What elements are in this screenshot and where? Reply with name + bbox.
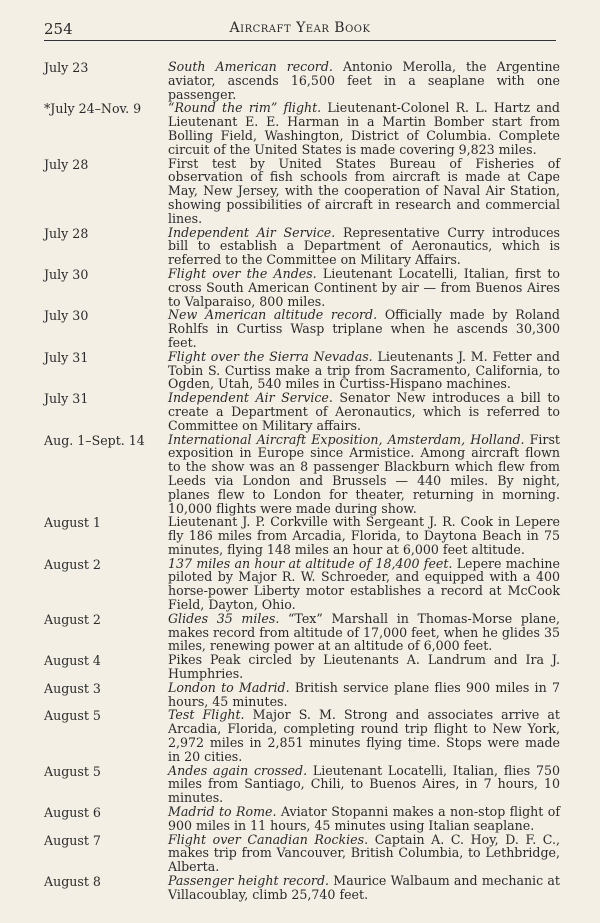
entry-title: Independent Air Service. [168,224,336,240]
entry-text: Lieutenant Locatelli, Italian, first to cross South American Continent by air — from Buenos Aires to Valparaiso, 800 miles. [168,265,560,309]
entry-text: Maurice Walbaum and mechanic at Villacoublay, climb 25,740 feet. [168,873,560,902]
entry-body [168,157,560,226]
entry-text: Senator New introduces a bill to create a Department of Aeronautics, which is referred to Committee on Military affairs. [168,390,560,433]
chronology-entry [44,805,560,833]
chronology-entry [44,267,560,308]
entry-title: South American record. [168,59,333,74]
entry-date: August 8 [44,874,101,890]
chronology-entry [44,60,560,101]
entry-body [168,101,560,156]
entry-body [168,805,560,833]
chronology-entry [44,612,560,653]
entry-body [168,308,560,349]
chronology-entry [44,874,560,902]
entry-body [168,874,560,902]
entry-body [168,226,560,267]
entry-title: Flight over the Sierra Nevadas. [168,348,373,364]
entry-date: July 31 [44,391,89,407]
entry-body [168,557,560,612]
running-title: Aircraft Year Book [229,20,371,36]
entry-text: British service plane flies 900 miles in 7 hours, 45 minutes. [168,679,560,709]
chronology-entry [44,764,560,805]
entry-title: Independent Air Service. [168,390,333,406]
chronology-entry [44,391,560,432]
entry-title: International Aircraft Exposition, Amsterdam, Holland. [168,431,525,447]
entry-text: First exposition in Europe since Armistice. Among aircraft flown to the show was an 8 passenger Blackburn which flew from Leeds via London and Brussels — 440 miles. By night, planes flew to London for theater, returning in morning. 10,000 flights were made during show. [168,431,560,516]
entry-title: Passenger height record. [168,873,330,889]
page-number: 254 [44,20,73,38]
chronology-entry [44,350,560,391]
entry-text: Major S. M. Strong and associates arrive at Arcadia, Florida, completing round trip flight to New York, 2,972 miles in 2,851 minutes flying time. Stops were made in 20 cities. [168,707,560,764]
chronology-entry [44,515,560,556]
entry-body [168,515,560,556]
chronology-entry [44,226,560,267]
entry-text: Lieutenant Locatelli, Italian, flies 750 miles from Santiago, Chili, to Buenos Aires, in 7 hours, 10 minutes. [168,762,560,806]
chronology-entry [44,681,560,709]
entry-body [168,833,560,874]
entry-date: August 4 [44,653,101,669]
chronology-entry [44,308,560,349]
entry-date: August 5 [44,763,101,779]
entry-text: Representative Curry introduces bill to establish a Department of Aeronautics, which is referred to the Committee on Military Affairs. [168,224,560,268]
entry-date: August 3 [44,680,101,696]
entry-body [168,267,560,308]
chronology-entry [44,653,560,681]
page-header [44,18,556,41]
entry-title: New American altitude record. [168,307,378,323]
entry-text: Captain A. C. Hoy, D. F. C., makes trip from Vancouver, British Columbia, to Lethbridge, Alberta. [168,831,561,875]
entry-date: August 5 [44,708,101,724]
entry-title: Flight over Canadian Rockies. [168,831,369,847]
chronology-entry [44,433,560,516]
entry-body [168,653,560,681]
entry-date: July 30 [44,266,89,282]
chronology-entry [44,157,560,226]
entry-body [168,60,560,101]
entry-body [168,708,560,763]
chronology-entry [44,557,560,612]
entry-date: July 28 [44,156,89,172]
entry-body [168,433,560,516]
entry-date: Aug. 1–Sept. 14 [44,432,145,448]
entry-title: Test Flight. [168,707,245,723]
entry-date: *July 24–Nov. 9 [44,101,142,117]
entry-title: 137 miles an hour at altitude of 18,400 feet. [168,555,453,571]
entry-title: London to Madrid. [168,679,290,695]
entry-date: August 2 [44,611,101,627]
entry-title: Glides 35 miles. [168,610,280,626]
entry-date: August 6 [44,805,101,821]
entry-date: August 1 [44,515,101,531]
chronology-entry [44,708,560,763]
entry-body [168,681,560,709]
entry-date: August 7 [44,832,101,848]
entry-title: “Round the rim” flight. [168,100,322,116]
entry-text: First test by United States Bureau of Fisheries of observation of fish schools from aircraft is made at Cape May, New Jersey, with the cooperation of Naval Air Station, showing possibilities of aircraft in research and commercial lines. [168,155,560,226]
entry-body [168,612,560,653]
entry-title: Madrid to Rome. [168,804,277,820]
chronology-list [44,60,560,902]
entry-date: August 2 [44,556,101,572]
entry-date: July 28 [44,225,89,241]
entry-text: Officially made by Roland Rohlfs in Curtiss Wasp triplane when he ascends 30,300 feet. [168,307,560,350]
chronology-entry [44,101,560,156]
entry-body [168,350,560,391]
entry-text: Lepere machine piloted by Major R. W. Schroeder, and equipped with a 400 horse-power Liberty motor establishes a record at McCook Field, Dayton, Ohio. [168,555,560,613]
entry-title: Andes again crossed. [168,762,308,778]
entry-date: July 23 [44,60,89,75]
entry-text: Lieutenants J. M. Fetter and Tobin S. Curtiss make a trip from Sacramento, California, to Ogden, Utah, 540 miles in Curtiss-Hispano machines. [168,348,560,392]
entry-body [168,764,560,805]
entry-date: July 30 [44,308,89,324]
entry-title: Flight over the Andes. [168,265,317,281]
entry-text: Aviator Stopanni makes a non-stop flight of 900 miles in 11 hours, 45 minutes using Italian seaplane. [168,804,560,833]
entry-body [168,391,560,432]
entry-text: Antonio Merolla, the Argentine aviator, ascends 16,500 feet in a seaplane with one passenger. [168,59,561,102]
entry-text: Lieutenant-Colonel R. L. Hartz and Lieutenant E. E. Harman in a Martin Bomber start from Bolling Field, Washington, District of Columbia. Complete circuit of the United States is made covering 9,823 miles. [168,100,560,157]
entry-date: July 31 [44,349,89,365]
entry-text: Pikes Peak circled by Lieutenants A. Landrum and Ira J. Humphries. [168,652,560,682]
entry-text: Lieutenant J. P. Corkville with Sergeant J. R. Cook in Lepere fly 186 miles from Arcadia, Florida, to Daytona Beach in 75 minutes, flying 148 miles an hour at 6,000 feet altitude. [168,514,560,557]
entry-text: “Tex” Marshall in Thomas-Morse plane, makes record from altitude of 17,000 feet, when he glides 35 miles, renewing power at an altitude of 6,000 feet. [168,610,560,654]
chronology-entry [44,833,560,874]
